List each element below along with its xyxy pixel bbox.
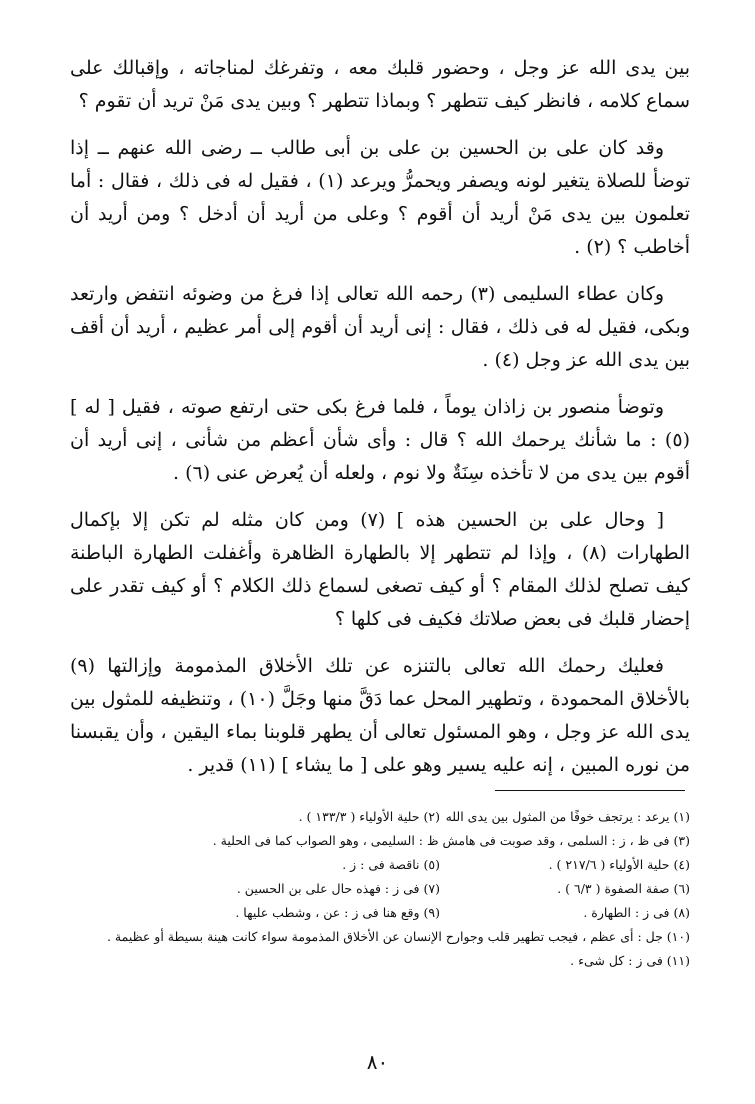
- footnotes: [70, 805, 690, 973]
- footnote-2: (٢) حلية الأولياء ( ١٣٣/٣ ) .: [298, 809, 440, 824]
- footnote-10: (١٠) جل : أى عظم ، فيجب تطهير قلب وجوارح الإنسان عن الأخلاق المذمومة سواء كانت هينة بسيطة أو عظيمة .: [106, 929, 690, 944]
- footnote-7: (٧) فى ز : فهذه حال على بن الحسين .: [236, 881, 440, 896]
- paragraph-4: وتوضأ منصور بن زاذان يوماً ، فلما فرغ بكى حتى ارتفع صوته ، فقيل [ له ] (٥) : ما شأنك يرحمك الله ؟ قال : وأى شأن أعظم من شأنى ، إنى أريد أن أقوم بين يدى من لا تأخذه سِنَةٌ ولا نوم ، ولعله أن يُعرض عنى (٦) .: [70, 396, 690, 484]
- footnote-divider: [495, 790, 685, 791]
- footnote-11: (١١) فى ز : كل شىء .: [570, 953, 690, 968]
- footnote-3: (٣) فى ظ ، ز : السلمى ، وقد صوبت فى هامش ظ : السليمى ، وهو الصواب كما فى الحلية .: [212, 833, 690, 848]
- footnote-row: [70, 877, 690, 901]
- footnote-5: (٥) ناقصة فى : ز .: [342, 857, 440, 872]
- footnote-8: (٨) فى ز : الطهارة .: [583, 905, 690, 920]
- main-text: [70, 52, 690, 796]
- paragraph-5: [ وحال على بن الحسين هذه ] (٧) ومن كان مثله لم تكن إلا بإكمال الطهارات (٨) ، وإذا لم تتطهر إلا بالطهارة الظاهرة وأغفلت الطهارة الباطنة كيف تصلح لذلك المقام ؟ أو كيف تصغى لسماع ذلك الكلام ؟ أو كيف تقدر على إحضار قلبك فى بعض صلاتك فكيف فى كلها ؟: [70, 509, 690, 630]
- footnote-9: (٩) وقع هنا فى ز : عن ، وشطب عليها .: [235, 905, 440, 920]
- footnote-1: (١) يرعد : يرتجف خوفًا من المثول بين يدى الله: [445, 809, 690, 824]
- paragraph-3: وكان عطاء السليمى (٣) رحمه الله تعالى إذا فرغ من وضوئه انتفض وارتعد وبكى، فقيل له فى ذلك ، فقال : إنى أريد أن أقوم إلى أمر عظيم ، أريد أن أقف بين يدى الله عز وجل (٤) .: [70, 283, 690, 371]
- footnote-row: [70, 853, 690, 877]
- footnote-row: [70, 901, 690, 925]
- footnote-4: (٤) حلية الأولياء ( ٢١٧/٦ ) .: [548, 857, 690, 872]
- footnote-6: (٦) صفة الصفوة ( ٦/٣ ) .: [557, 881, 690, 896]
- paragraph-2: وقد كان على بن الحسين بن على بن أبى طالب ــ رضى الله عنهم ــ إذا توضأ للصلاة يتغير لونه ويصفر ويحمرُّ ويرعد (١) ، فقيل له فى ذلك ، فقال : أما تعلمون بين يدى مَنْ أريد أن أقوم ؟ وعلى من أريد أن أدخل ؟ ومن أريد أن أخاطب ؟ (٢) .: [70, 137, 690, 258]
- paragraph-6: فعليك رحمك الله تعالى بالتنزه عن تلك الأخلاق المذمومة وإزالتها (٩) بالأخلاق المحمودة ، وتطهير المحل عما دَقَّ منها وجَلَّ (١٠) ، وتنظيفه للمثول بين يدى الله عز وجل ، وهو المسئول تعالى أن يطهر قلوبنا بماء اليقين ، وأن يقبسنا من نوره المبين ، إنه عليه يسير وهو على [ ما يشاء ] (١١) قدير .: [70, 655, 691, 776]
- footnote-row: [70, 805, 690, 829]
- paragraph-1: بين يدى الله عز وجل ، وحضور قلبك معه ، وتفرغك لمناجاته ، وإقبالك على سماع كلامه ، فانظر كيف تتطهر ؟ وبماذا تتطهر ؟ وبين يدى مَنْ تريد أن تقوم ؟: [70, 57, 690, 112]
- page-number: ٨٠: [366, 1050, 389, 1074]
